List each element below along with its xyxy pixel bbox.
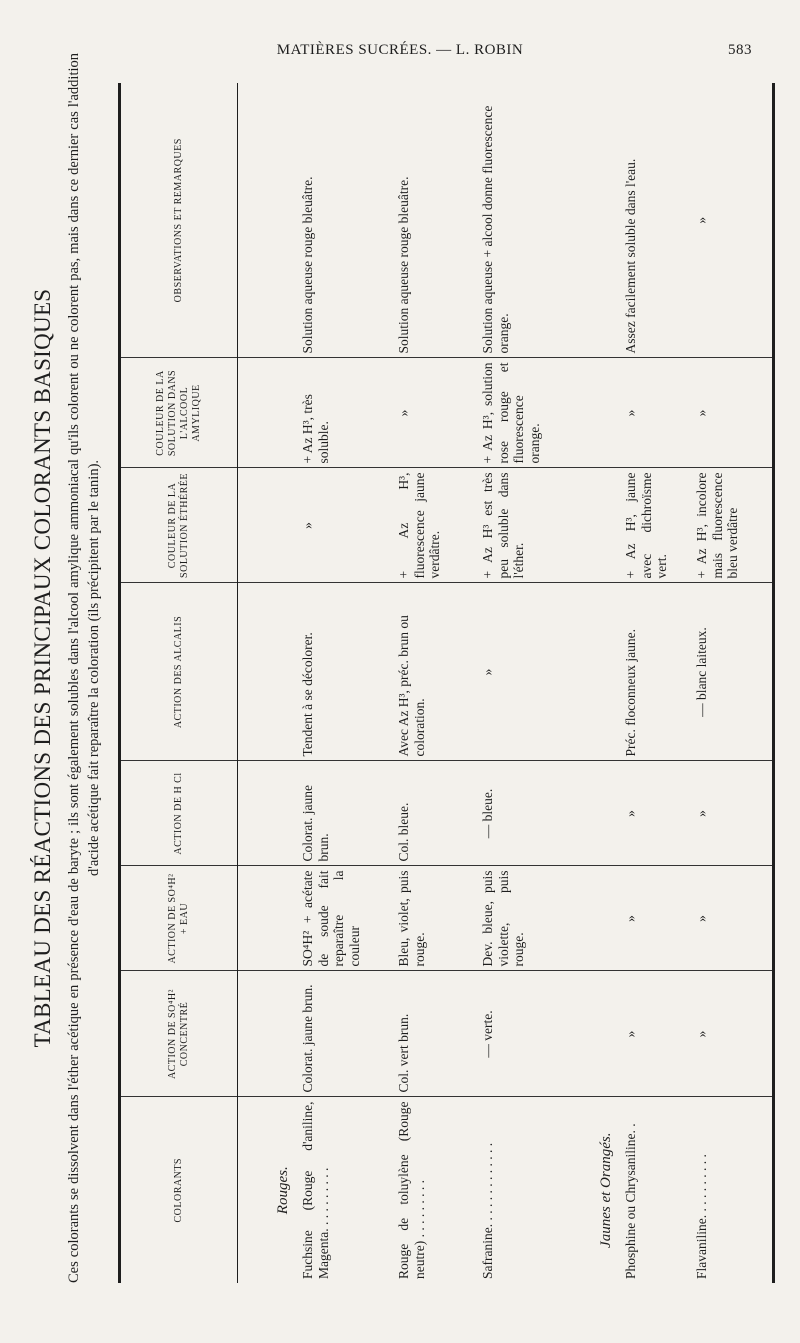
cell-so4h2: » (620, 971, 691, 1097)
category-row-jaunes (561, 83, 620, 1283)
colorant-name: Phosphine ou Chrysaniline. . (623, 1123, 638, 1279)
cell-alcalis: Tendent à se décolorer. (297, 583, 393, 761)
cell-so4h2-eau: » (691, 866, 774, 971)
cell-amylique: » (691, 358, 774, 468)
header-so4h2-eau: ACTION DE SO⁴H² + EAU (120, 866, 238, 971)
cell-hcl: » (620, 761, 691, 866)
cell-hcl: Colorat. jaune brun. (297, 761, 393, 866)
cell-alcalis: » (477, 583, 561, 761)
header-colorants: COLORANTS (120, 1097, 238, 1283)
category-row-rouges (238, 83, 298, 1283)
page-number: 583 (728, 42, 752, 58)
running-head-title: MATIÈRES SUCRÉES. — L. ROBIN (276, 42, 524, 58)
cell-amylique: » (620, 358, 691, 468)
header-observations: OBSERVATIONS ET REMARQUES (120, 83, 238, 358)
cell-observations: Solution aqueuse + alcool donne fluorescence orange. (477, 83, 561, 358)
cell-observations: » (691, 83, 774, 358)
colorant-name: Fuchsine (Rouge d'aniline, Magenta. . . . . . . . . . (300, 1101, 331, 1279)
cell-ether: + Az H³ est très peu soluble dans l'éther. (477, 468, 561, 583)
cell-alcalis: Avec Az H³, préc. brun ou coloration. (393, 583, 477, 761)
category-label: Jaunes et Orangés. (597, 1132, 614, 1248)
header-ether: COULEUR DE LA SOLUTION ÉTHÉRÉE (120, 468, 238, 583)
colorant-name: Flavaniline. . . . . . . . . . (694, 1154, 709, 1279)
table-row (691, 83, 774, 1283)
cell-hcl: » (691, 761, 774, 866)
cell-observations: Solution aqueuse rouge bleuâtre. (393, 83, 477, 358)
cell-ether: + Az H³, fluorescence jaune verdâtre. (393, 468, 477, 583)
colorant-name: Safranine. . . . . . . . . . . . . (480, 1142, 495, 1279)
cell-ether: + Az H³, incolore mais fluorescence bleu verdâtre (691, 468, 774, 583)
table-title: TABLEAU DES RÉACTIONS DES PRINCIPAUX COLORANTS BASIQUES (30, 288, 55, 1048)
cell-observations: Assez facilement soluble dans l'eau. (620, 83, 691, 358)
table-row (620, 83, 691, 1283)
header-so4h2: ACTION DE SO⁴H² CONCENTRÉ (120, 971, 238, 1097)
cell-so4h2-eau: » (620, 866, 691, 971)
table-row (393, 83, 477, 1283)
table-row (477, 83, 561, 1283)
category-label: Rouges. (274, 1166, 291, 1215)
header-amylique: COULEUR DE LA SOLUTION DANS L'ALCOOL AMYLIQUE (120, 358, 238, 468)
cell-ether: » (297, 468, 393, 583)
cell-amylique: + Az H³, solution rose rouge et fluorescence orange. (477, 358, 561, 468)
table-row (297, 83, 393, 1283)
cell-so4h2-eau: Dev. bleue, puis violette, puis rouge. (477, 866, 561, 971)
header-alcalis: ACTION DES ALCALIS (120, 583, 238, 761)
cell-amylique: » (393, 358, 477, 468)
cell-so4h2-eau: Bleu, violet, puis rouge. (393, 866, 477, 971)
cell-ether: + Az H³, jaune avec dichroïsme vert. (620, 468, 691, 583)
cell-hcl: — bleue. (477, 761, 561, 866)
header-row (120, 83, 238, 1283)
header-hcl: ACTION DE H Cl (120, 761, 238, 866)
cell-alcalis: Préc. floconneux jaune. (620, 583, 691, 761)
cell-hcl: Col. bleue. (393, 761, 477, 866)
cell-so4h2-eau: SO⁴H² + acétate de soude fait reparaître la couleur (297, 866, 393, 971)
colorant-name: Rouge de toluylène (Rouge neutre) . . . . . . . . . (396, 1101, 427, 1279)
intro-paragraph: Ces colorants se dissolvent dans l'éther acétique en présence d'eau de baryte ; ils sont également solubles dans l'alcool amylique ammoniacal qu'ils colorent ou ne colorent pas, mais dans ce dernier cas l'addition d'acide acétique fait reparaître la coloration (ils précipitent par le tanin). (66, 53, 102, 1283)
cell-so4h2: Col. vert brun. (393, 971, 477, 1097)
cell-so4h2: Colorat. jaune brun. (297, 971, 393, 1097)
cell-amylique: + Az H³, très soluble. (297, 358, 393, 468)
cell-alcalis: — blanc laiteux. (691, 583, 774, 761)
cell-so4h2: — verte. (477, 971, 561, 1097)
cell-observations: Solution aqueuse rouge bleuâtre. (297, 83, 393, 358)
cell-so4h2: » (691, 971, 774, 1097)
reactions-table (118, 83, 775, 1283)
